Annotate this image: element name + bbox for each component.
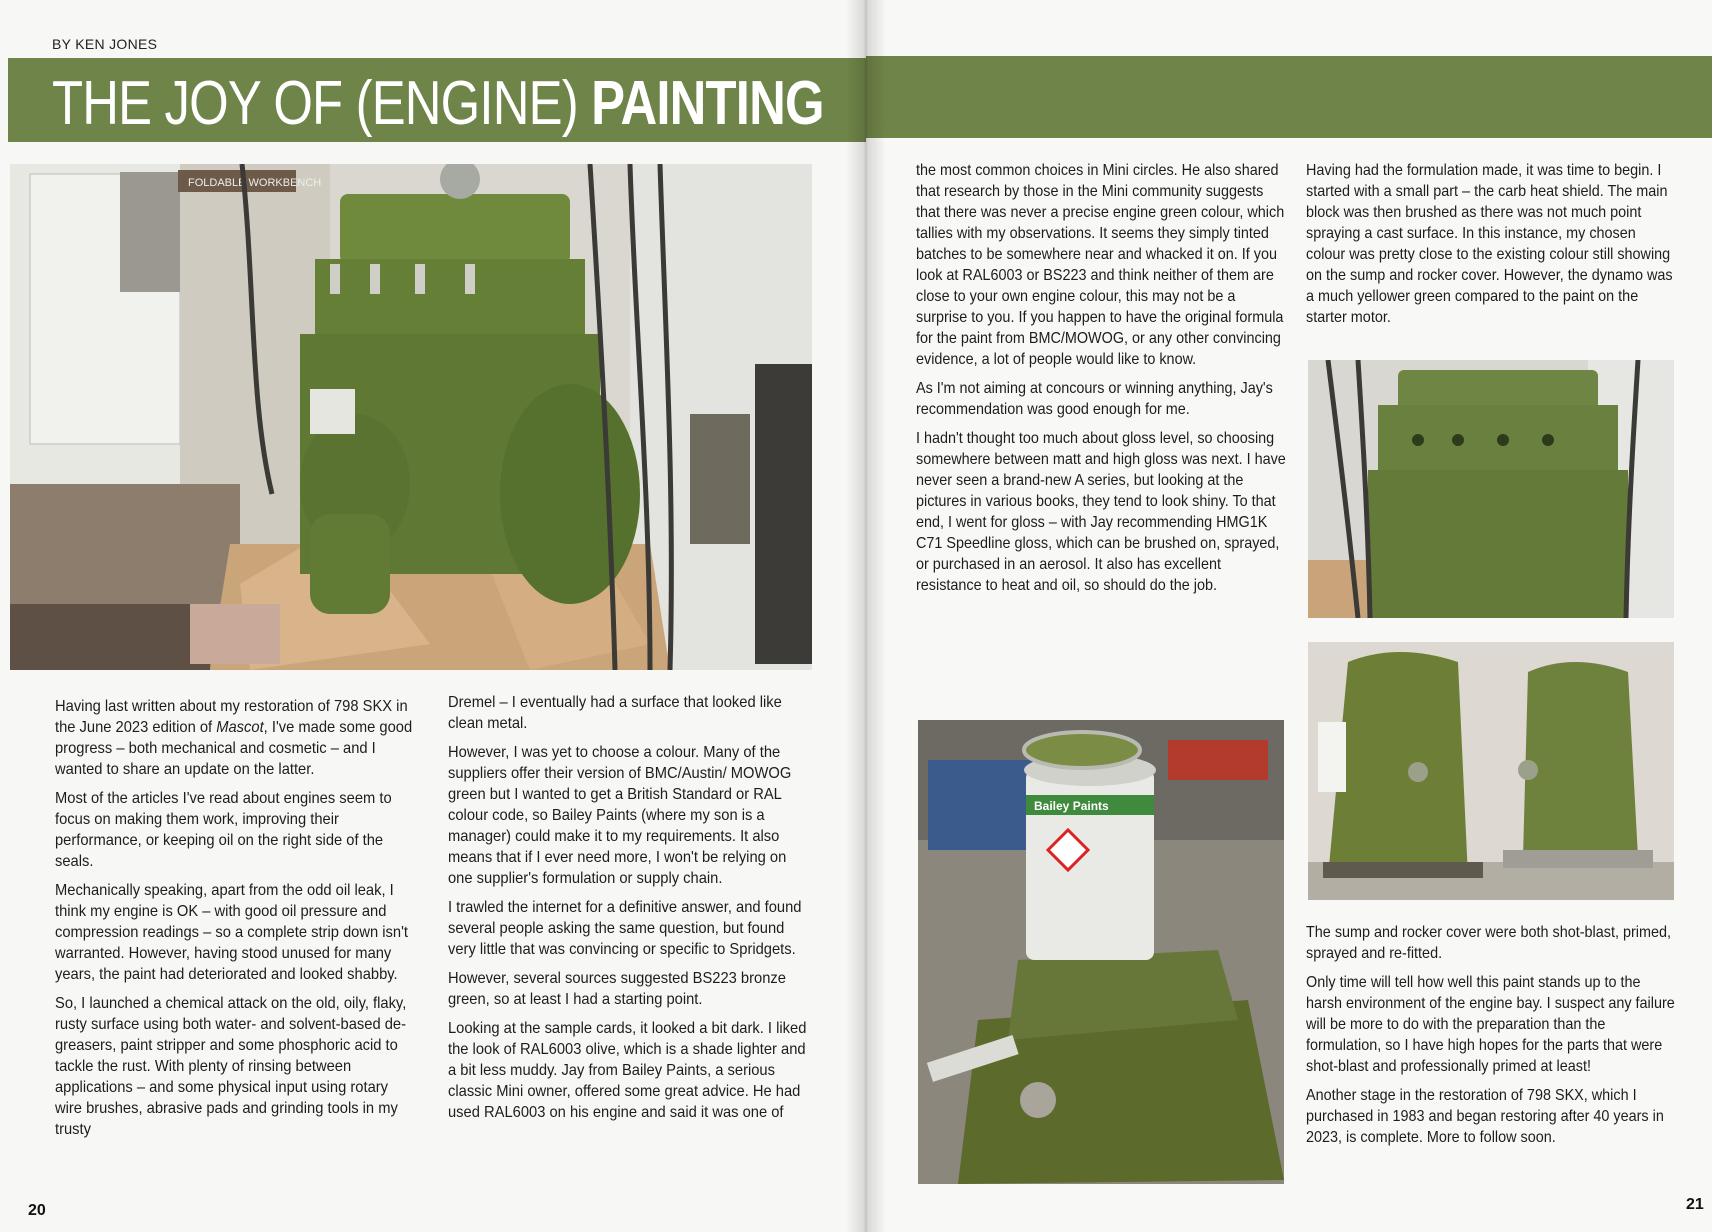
col2-paragraph-4: However, several sources suggested BS223 bronze green, so at least I had a starting point. xyxy=(448,970,786,1008)
col2-paragraph-2: However, I was yet to choose a colour. Many of the suppliers offer their version of BMC/Austin/ MOWOG green but I wanted to get a British Standard or RAL colour code, so Bailey Paints (where my son is a manager) could make it to my requirements. It also means that if I ever need more, I won't be relying on one supplier's formulation or supply chain. xyxy=(448,744,792,887)
col1-paragraph-3: Mechanically speaking, apart from the odd oil leak, I think my engine is OK – with good oil pressure and compression readings – so a complete strip down isn't warranted. However, having stood unused for many years, the paint had deteriorated and looked shabby. xyxy=(55,882,408,983)
col1-p1-italic: Mascot xyxy=(216,719,264,736)
page-number-right: 21 xyxy=(1686,1196,1704,1213)
col1-p1-text-end: , I've made some good progress – both mechanical and cosmetic – and I wanted to share an update on the latter. xyxy=(55,719,413,778)
workbench-sign: FOLDABLE WORKBENCH xyxy=(188,177,322,189)
col1-paragraph-2: Most of the articles I've read about engines seem to focus on making them work, improving their performance, or keeping oil on the right side of the seals. xyxy=(55,790,392,870)
article-title xyxy=(52,62,824,146)
byline: BY KEN JONES xyxy=(52,36,158,52)
title-banner xyxy=(8,58,866,142)
engine-brushed-photo xyxy=(1308,360,1674,618)
col1-paragraph-4: So, I launched a chemical attack on the old, oily, flaky, rusty surface using both water- and solvent-based de-greasers, paint stripper and some phosphoric acid to tackle the rust. With plenty of rinsing between applications – and some physical input using rotary wire brushes, abrasive pads and grinding tools in my trusty xyxy=(55,995,407,1138)
col4-paragraph-2: Only time will tell how well this paint stands up to the harsh environment of the engine bay. I suspect any failure will be more to do with the preparation than the formulation, so I have high hopes for the parts that were shot-blast and professionally primed at least! xyxy=(1306,974,1675,1075)
column-1 xyxy=(55,696,415,1148)
col3-paragraph-2: As I'm not aiming at concours or winning anything, Jay's recommendation was good enough for me. xyxy=(916,380,1273,418)
column-4-lower xyxy=(1306,922,1676,1156)
sump-rocker-photo xyxy=(1308,642,1674,900)
col2-paragraph-5: Looking at the sample cards, it looked a bit dark. I liked the look of RAL6003 olive, which is a shade lighter and a bit less muddy. Jay from Bailey Paints, a serious classic Mini owner, offered some great advice. He had used RAL6003 on his engine and said it was one of xyxy=(448,1020,807,1121)
tin-label: Bailey Paints xyxy=(1034,799,1109,813)
paint-tin-photo xyxy=(918,720,1284,1184)
title-bold: PAINTING xyxy=(591,69,824,138)
right-page xyxy=(866,0,1712,1232)
col2-paragraph-3: I trawled the internet for a definitive answer, and found several people asking the same question, but found very little that was convincing or specific to Spridgets. xyxy=(448,899,802,958)
col3-paragraph-1: the most common choices in Mini circles. He also shared that research by those in the Mini community suggests that there was never a precise engine green colour, which tallies with my observations. It seems they simply tinted batches to be somewhere near and whacked it on. If you look at RAL6003 or BS223 and think neither of them are close to your own engine colour, this may not be a surprise to you. If you happen to have the original formula for the paint from BMC/MOWOG, or any other convincing evidence, a lot of people would like to know. xyxy=(916,162,1285,368)
photo-caption: The sump and rocker cover were both shot-blast, primed, sprayed and re-fitted. xyxy=(1306,924,1671,962)
column-4 xyxy=(1306,160,1676,336)
col1-p1-text: Having last written about my restoration of 798 SKX in the June 2023 edition of xyxy=(55,698,408,736)
col1-paragraph-1 xyxy=(55,696,416,780)
engine-photo xyxy=(10,164,812,670)
col3-paragraph-3: I hadn't thought too much about gloss level, so choosing somewhere between matt and high gloss was next. I have never seen a brand-new A series, but looking at the pictures in various books, they tend to look shiny. To that end, I went for gloss – with Jay recommending HMG1K C71 Speedline gloss, which can be brushed on, sprayed, or purchased in an aerosol. It also has excellent resistance to heat and oil, so should do the job. xyxy=(916,430,1286,594)
page-number-left: 20 xyxy=(28,1202,46,1219)
column-3 xyxy=(916,160,1286,604)
column-2 xyxy=(448,692,808,1131)
title-light: THE JOY OF (ENGINE) xyxy=(52,69,592,138)
col4-paragraph-3: Another stage in the restoration of 798 SKX, which I purchased in 1983 and began restoring after 40 years in 2023, is complete. More to follow soon. xyxy=(1306,1087,1664,1146)
banner-continuation xyxy=(866,56,1712,138)
col2-paragraph-1: Dremel – I eventually had a surface that looked like clean metal. xyxy=(448,694,782,732)
col4-paragraph-1: Having had the formulation made, it was time to begin. I started with a small part – the carb heat shield. The main block was then brushed as there was not much point spraying a cast surface. In this instance, my chosen colour was pretty close to the existing colour still showing on the sump and rocker cover. However, the dynamo was a much yellower green compared to the paint on the starter motor. xyxy=(1306,162,1673,326)
